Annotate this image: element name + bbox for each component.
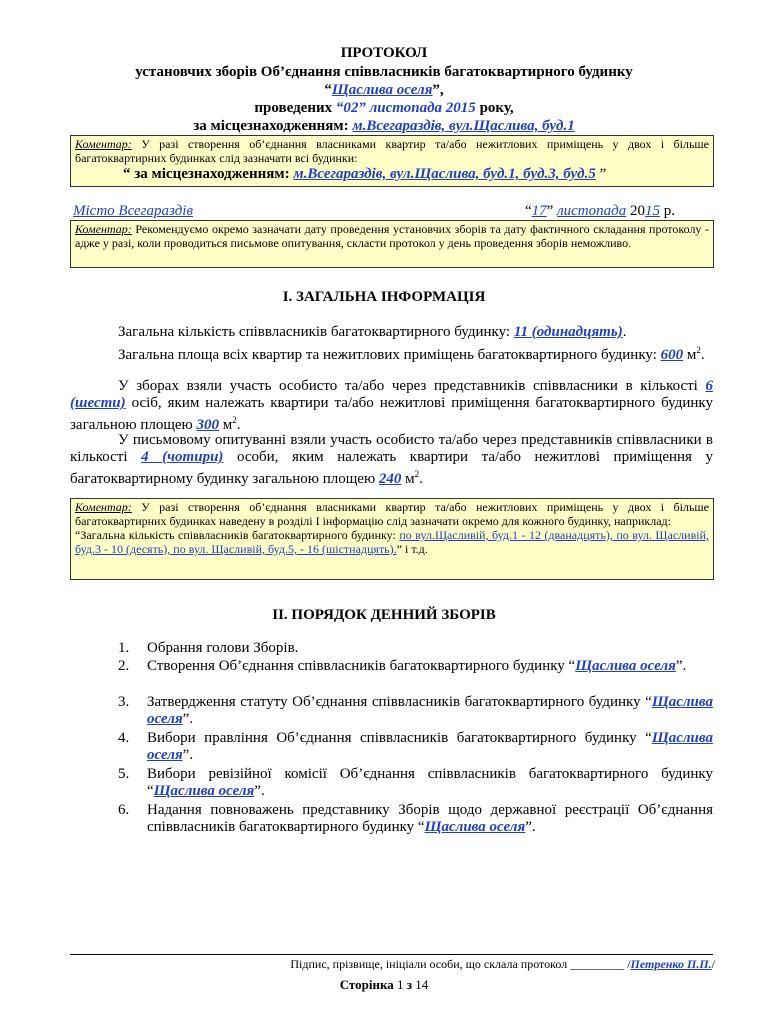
comment-box-date: Коментар: Рекомендуємо окремо зазначати дату проведення установчих зборів та дату фактичного складання протоколу - адже у разі, коли проводиться письмове опитування, скласти протокол у день проведення зборів неможливо.: [70, 220, 714, 268]
city-name: Місто Всегараздів: [73, 203, 193, 219]
footer-divider: [70, 954, 713, 955]
section-2-heading: ІІ. ПОРЯДОК ДЕННИЙ ЗБОРІВ: [272, 607, 496, 623]
location-line: за місцезнаходженням: м.Всегараздів, вул.Щаслива, буд.1: [193, 118, 575, 134]
held-date: “02” листопада 2015: [335, 100, 476, 116]
para-written-survey: У письмовому опитуванні взяли участь особисто та/або через представників співвласники в кількості 4 (чотири) особи, яким належать квартири та/або нежитлові приміщення у багатоквартирному будинку загальною площею 240 $м^2$.: [70, 432, 713, 487]
association-name-line: “Щаслива оселя”,: [324, 82, 444, 98]
document-title: ПРОТОКОЛ: [340, 45, 428, 61]
para-total-area: Загальна площа всіх квартир та нежитлових приміщень багатоквартирного будинку: 600 $м^2$.: [118, 345, 705, 363]
para-total-owners: Загальна кількість співвласників багатоквартирного будинку: 11 (одинадцять).: [118, 324, 627, 340]
document-page: ПРОТОКОЛ установчих зборів Об’єднання співвласників багатоквартирного будинку “Щаслива оселя”, проведених “02” листопада 2015 року, за місцезнаходженням: м.Всегараздів, вул.Щаслива, буд.1 Коментар: У разі створення об’єднання власниками квартир та/або нежитлових приміщень у двох і більше багатоквартирних будинках слід зазначати всі будинки: “ за місцезнаходженням: м.Всегараздів, вул.Щаслива, буд.1, буд.3, буд.5 ” Місто Всегараздів “17” листопада 2015 р. Коментар: Рекомендуємо окремо зазначати дату проведення установчих зборів та дату фактичного складання протоколу - адже у разі, коли проводиться письмове опитування, скласти протокол у день проведення зборів неможливо. І. ЗАГАЛЬНА ІНФОРМАЦІЯ Загальна кількість співвласників багатоквартирного будинку: 11 (одинадцять). Загальна площа всіх квартир та нежитлових приміщень багатоквартирного будинку: 600 $м^2$. У зборах взяли участь особисто та/або через представників співвласники в кількості 6 (шести) осіб, яким належать квартири та/або нежитлові приміщення багатоквартирного будинку загальною площею 300 $м^2$. У письмовому опитуванні взяли участь особисто та/або через представників співвласники в кількості 4 (чотири) особи, яким належать квартири та/або нежитлові приміщення у багатоквартирному будинку загальною площею 240 $м^2$. Коментар: У разі створення об’єднання власниками квартир та/або нежитлових приміщень у двох і більше багатоквартирних будинках наведену в розділі І інформацію слід зазначати окремо для кожного будинку, наприклад: “Загальна кількість співвласників багатоквартирного будинку: по вул.Щасливій, буд.1 - 12 (дванадцять), по вул. Щасливій, буд.3 - 10 (десять), по вул. Щасливій, буд.5, - 16 (шістнадцять).” і т.д. ІІ. ПОРЯДОК ДЕННИЙ ЗБОРІВ 1. Обрання голови Зборів. 2. Створення Об’єднання співвласників багатоквартирного будинку “Щаслива оселя”. 3. Затвердження статуту Об’єднання співвласників багатоквартирного будинку “Щаслива оселя”. 4. Вибори правління Об’єднання співвласників багатоквартирного будинку “Щаслива оселя”. 5. Вибори ревізійної комісії Об’єднання співвласників багатоквартирного будинку “Щаслива оселя”. 6. Надання повноважень представнику Зборів щодо державної реєстрації Об’єднання співвласників багатоквартирного будинку “Щаслива оселя”. Підпис, прізвище, ініціали особи, що склала протокол _________ /Петренко П.П./ Сторінка 1 з 14: [0, 0, 768, 1024]
comment-box-locations: Коментар: У разі створення об’єднання власниками квартир та/або нежитлових приміщень у двох і більше багатоквартирних будинках слід зазначати всі будинки: “ за місцезнаходженням: м.Всегараздів, вул.Щаслива, буд.1, буд.3, буд.5 ”: [70, 135, 714, 187]
location-value: м.Всегараздів, вул.Щаслива, буд.1: [352, 118, 575, 134]
section-1-heading: І. ЗАГАЛЬНА ІНФОРМАЦІЯ: [282, 289, 486, 305]
document-date: “17” листопада 2015 р.: [525, 203, 675, 219]
association-name: Щаслива оселя: [331, 82, 433, 98]
held-date-line: проведених “02” листопада 2015 року,: [254, 100, 514, 116]
document-subtitle: установчих зборів Об’єднання співвласників багатоквартирного будинку: [135, 64, 633, 80]
comment-box-multi-building: Коментар: У разі створення об’єднання власниками квартир та/або нежитлових приміщень у двох і більше багатоквартирних будинках наведену в розділі І інформацію слід зазначати окремо для кожного будинку, наприклад: “Загальна кількість співвласників багатоквартирного будинку: по вул.Щасливій, буд.1 - 12 (дванадцять), по вул. Щасливій, буд.3 - 10 (десять), по вул. Щасливій, буд.5, - 16 (шістнадцять).” і т.д.: [70, 498, 714, 580]
signature-line: Підпис, прізвище, ініціали особи, що склала протокол _________ /Петренко П.П./: [290, 957, 715, 971]
page-number: Сторінка 1 з 14: [339, 977, 429, 992]
para-meeting-attendance: У зборах взяли участь особисто та/або через представників співвласники в кількості 6 (шести) осіб, яким належать квартири та/або нежитлові приміщення багатоквартирного будинку загальною площею 300 $м^2$.: [70, 378, 713, 433]
signer-name: Петренко П.П.: [630, 957, 712, 971]
